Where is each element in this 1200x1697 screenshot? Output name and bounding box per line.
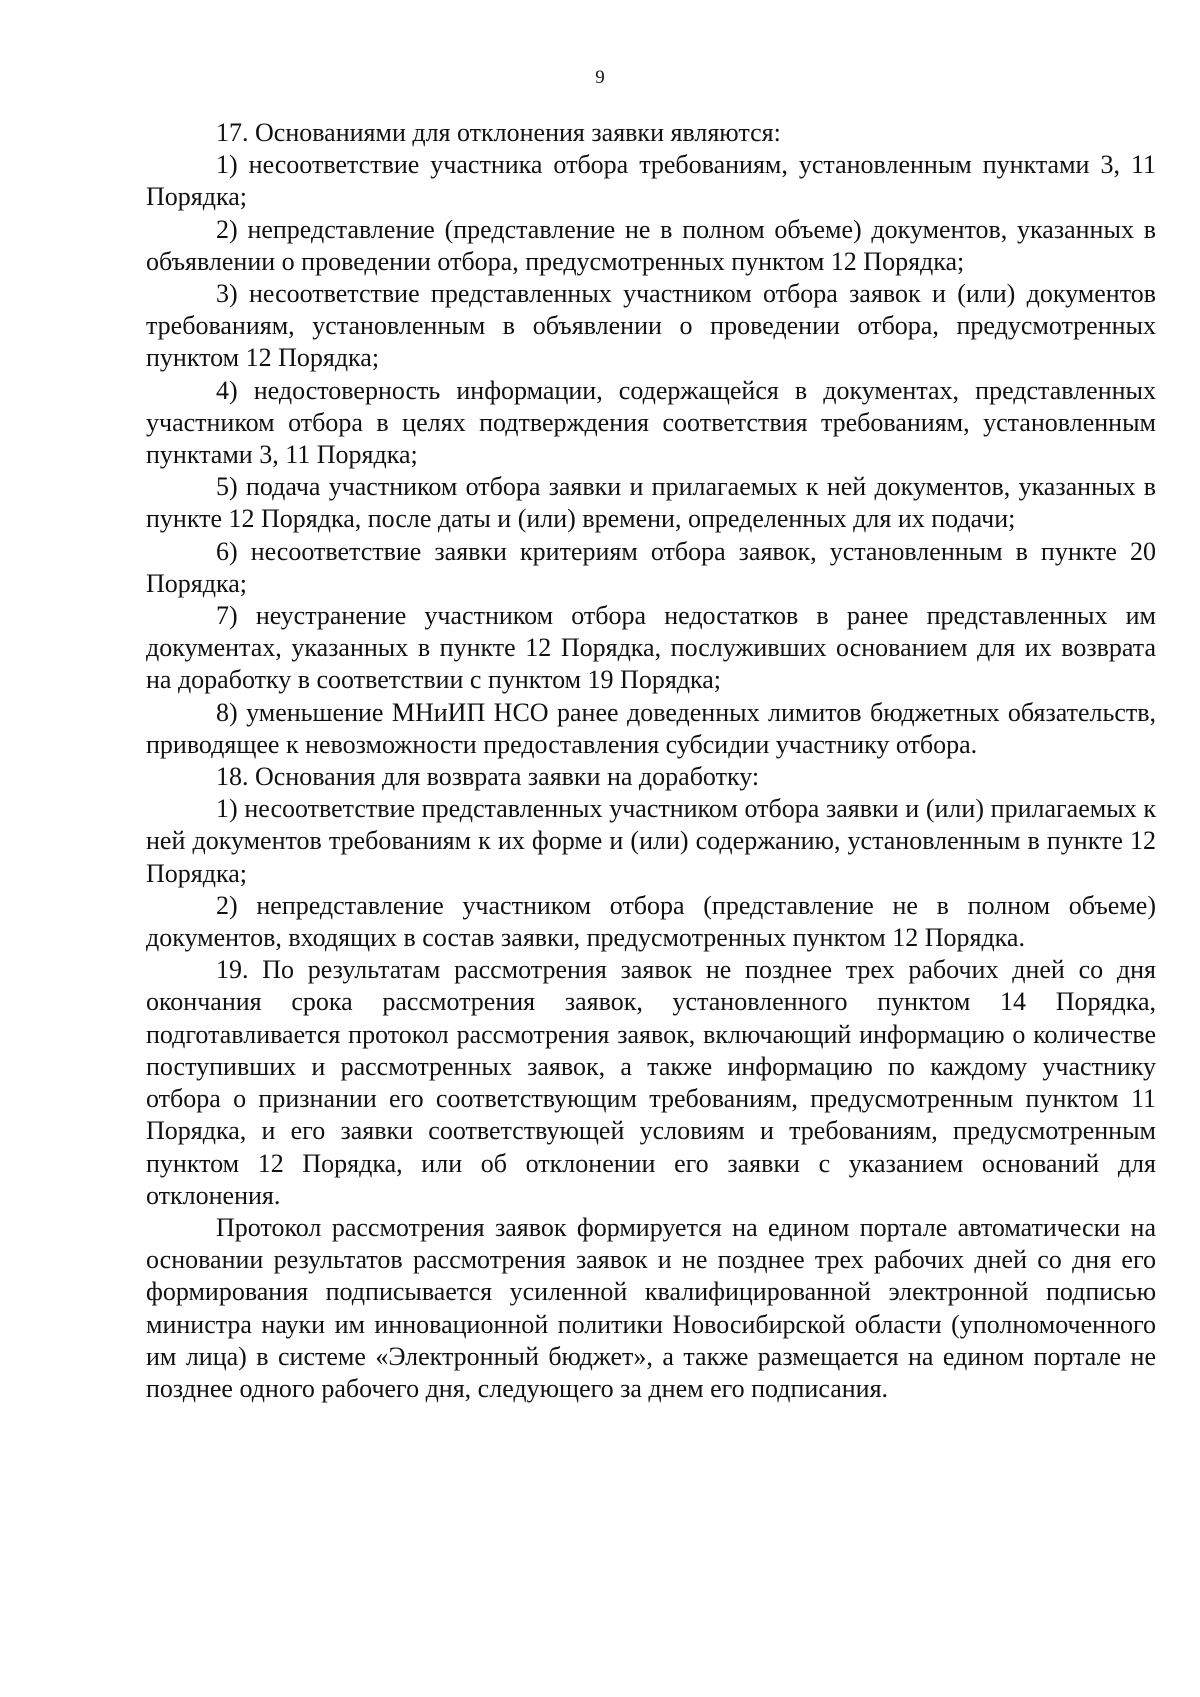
- document-body: [146, 117, 1156, 1405]
- paragraph-17-item-6: 6) несоответствие заявки критериям отбора заявок, установленным в пункте 20 Порядка;: [146, 536, 1156, 598]
- paragraph-17-item-5: 5) подача участником отбора заявки и прилагаемых к ней документов, указанных в пункте 12 Порядка, после даты и (или) времени, определенных для их подачи;: [146, 472, 1156, 534]
- paragraph-18-heading: 18. Основания для возврата заявки на доработку:: [216, 762, 760, 792]
- paragraph-17-item-3: 3) несоответствие представленных участником отбора заявок и (или) документов требованиям, установленным в объявлении о проведении отбора, предусмотренных пунктом 12 Порядка;: [146, 279, 1156, 373]
- paragraph-17-heading: 17. Основаниями для отклонения заявки являются:: [216, 118, 781, 147]
- paragraph-17-item-2: 2) непредставление (представление не в полном объеме) документов, указанных в объявлении о проведении отбора, предусмотренных пунктом 12 Порядка;: [146, 214, 1156, 276]
- page-number: 9: [595, 67, 605, 88]
- paragraph-19: 19. По результатам рассмотрения заявок не позднее трех рабочих дней со дня окончания срока рассмотрения заявок, установленного пунктом 14 Порядка, подготавливается протокол рассмотрения заявок, включающий информацию о количестве поступивших и рассмотренных заявок, а также информацию по каждому участнику отбора о признании его соответствующим требованиям, предусмотренным пунктом 11 Порядка, и его заявки соответствующей условиям и требованиям, предусмотренным пунктом 12 Порядка, или об отклонении его заявки с указанием оснований для отклонения.: [146, 955, 1156, 1210]
- paragraph-18-item-2: 2) непредставление участником отбора (представление не в полном объеме) документов, входящих в состав заявки, предусмотренных пунктом 12 Порядка.: [146, 890, 1156, 953]
- paragraph-18-item-1: 1) несоответствие представленных участником отбора заявки и (или) прилагаемых к ней документов требованиям к их форме и (или) содержанию, установленным в пункте 12 Порядка;: [146, 794, 1156, 888]
- paragraph-protocol: Протокол рассмотрения заявок формируется на едином портале автоматически на основании результатов рассмотрения заявок и не позднее трех рабочих дней со дня его формирования подписывается усиленной квалифицированной электронной подписью министра науки им инновационной политики Новосибирской области (уполномоченного им лица) в системе «Электронный бюджет», а также размещается на едином портале не позднее одного рабочего дня, следующего за днем его подписания.: [146, 1212, 1156, 1403]
- paragraph-17-item-4: 4) недостоверность информации, содержащейся в документах, представленных участником отбора в целях подтверждения соответствия требованиям, установленным пунктами 3, 11 Порядка;: [146, 375, 1156, 470]
- paragraph-17-item-8: 8) уменьшение МНиИП НСО ранее доведенных лимитов бюджетных обязательств, приводящее к невозможности предоставления субсидии участнику отбора.: [146, 697, 1156, 759]
- paragraph-17-item-7: 7) неустранение участником отбора недостатков в ранее представленных им документах, указанных в пункте 12 Порядка, послуживших основанием для их возврата на доработку в соответствии с пунктом 19 Порядка;: [146, 601, 1156, 695]
- paragraph-17-item-1: 1) несоответствие участника отбора требованиям, установленным пунктами 3, 11 Порядка;: [146, 150, 1156, 212]
